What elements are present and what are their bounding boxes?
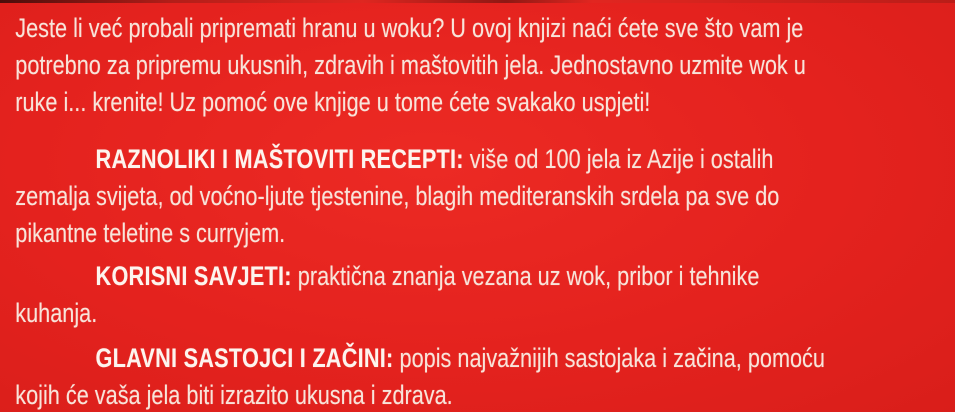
text-line: Jeste li već probali pripremati hranu u woku? U ovoj knjizi naći ćete sve što vam je <box>15 13 804 43</box>
text-line: ruke i... krenite! Uz pomoć ove knjige u tome ćete svakako uspjeti! <box>15 87 651 117</box>
text-line <box>15 340 935 377</box>
text-line: zemalja svijeta, od voćno-ljute tjestenine, blagih mediteranskih srdela pa sve do <box>15 181 780 211</box>
intro-paragraph <box>15 10 935 121</box>
text-line <box>15 141 935 178</box>
section-tips <box>15 258 935 332</box>
section-body-start: praktična znanja vezana uz wok, pribor i tehnike <box>297 261 760 291</box>
text-line: kojih će vaša jela biti izrazito ukusna i zdrava. <box>15 380 453 410</box>
section-heading-tips: KORISNI SAVJETI: <box>95 261 292 291</box>
section-body-start: više od 100 jela iz Azije i ostalih <box>469 144 774 174</box>
section-body-start: popis najvažnijih sastojaka i začina, pomoću <box>399 343 825 373</box>
section-recipes <box>15 141 935 252</box>
section-ingredients <box>15 340 935 412</box>
text-line <box>15 258 935 295</box>
section-heading-ingredients: GLAVNI SASTOJCI I ZAČINI: <box>95 343 394 373</box>
text-line: potrebno za pripremu ukusnih, zdravih i maštovitih jela. Jednostavno uzmite wok u <box>15 50 806 80</box>
text-line: kuhanja. <box>15 298 98 328</box>
text-line: pikantne teletine s curryjem. <box>15 218 286 248</box>
section-heading-recipes: RAZNOLIKI I MAŠTOVITI RECEPTI: <box>95 144 464 174</box>
